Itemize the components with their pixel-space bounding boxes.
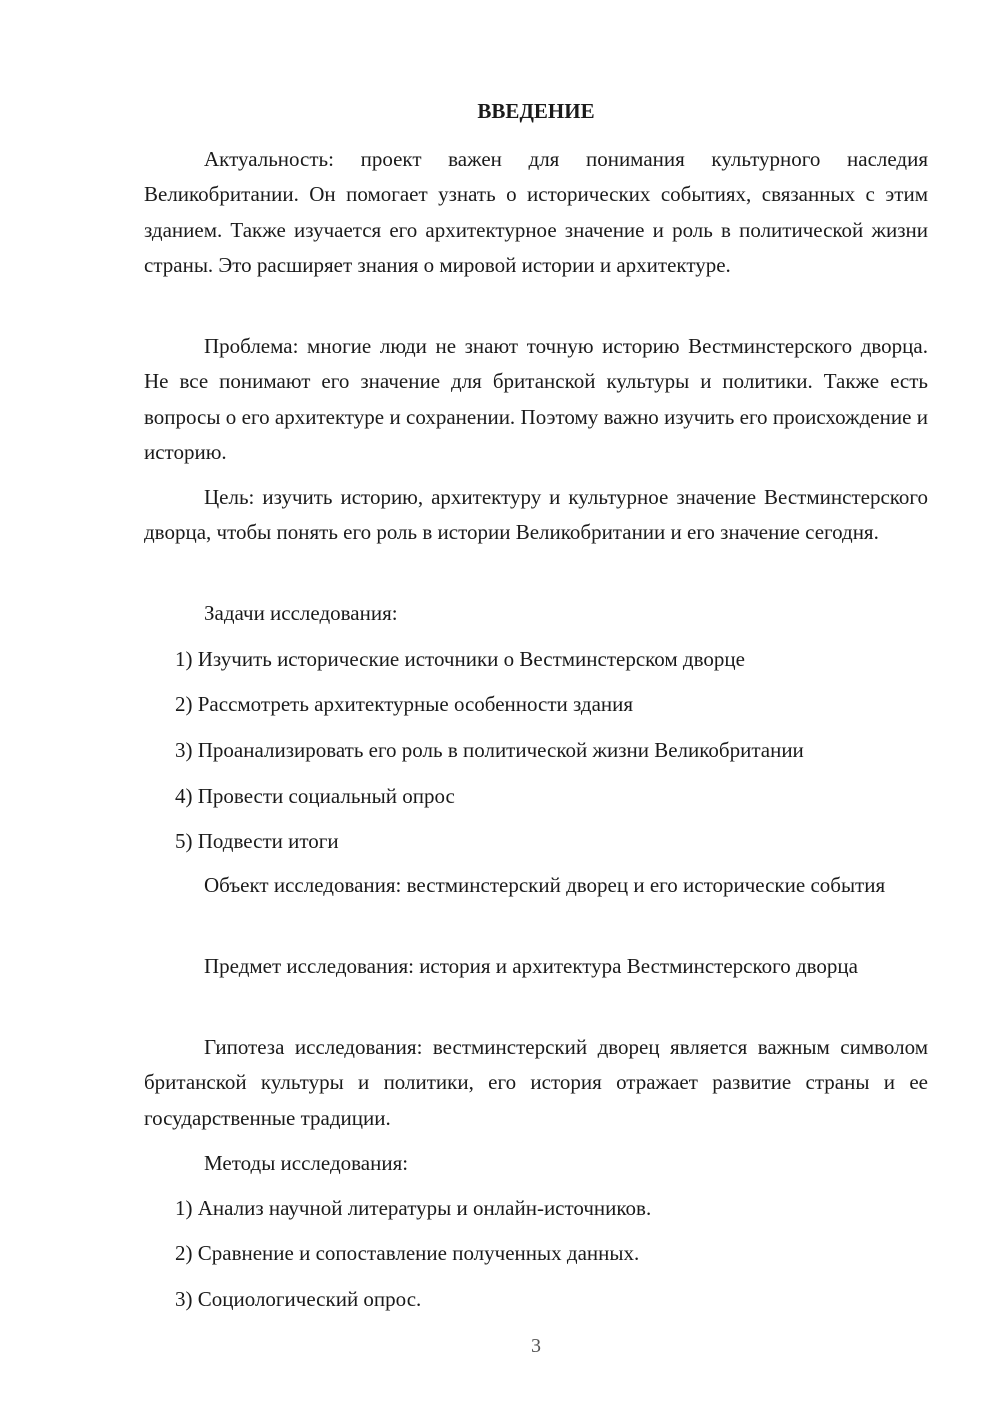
task-item: 2) Рассмотреть архитектурные особенности здания	[175, 692, 634, 716]
tasks-heading: Задачи исследования:	[204, 601, 398, 625]
subject-paragraph: Предмет исследования: история и архитектура Вестминстерского дворца	[204, 954, 858, 978]
goal-paragraph: Цель: изучить историю, архитектуру и культурное значение Вестминстерского дворца, чтобы понять его роль в истории Великобритании и его значение сегодня.	[144, 485, 928, 545]
method-item: 3) Социологический опрос.	[175, 1287, 422, 1311]
task-item: 3) Проанализировать его роль в политической жизни Великобритании	[175, 738, 804, 762]
task-item: 5) Подвести итоги	[175, 829, 339, 853]
methods-heading: Методы исследования:	[204, 1151, 409, 1175]
hypothesis-paragraph: Гипотеза исследования: вестминстерский дворец является важным символом британской культуры и политики, его история отражает развитие страны и ее государственные традиции.	[144, 1035, 928, 1130]
section-heading: ВВЕДЕНИЕ	[477, 99, 595, 123]
page-number: 3	[531, 1335, 541, 1357]
document-page	[144, 0, 928, 1414]
method-item: 1) Анализ научной литературы и онлайн-источников.	[175, 1196, 652, 1220]
task-item: 4) Провести социальный опрос	[175, 784, 455, 808]
problem-paragraph: Проблема: многие люди не знают точную историю Вестминстерского дворца. Не все понимают его значение для британской культуры и политики. Также есть вопросы о его архитектуре и сохранении. Поэтому важно изучить его происхождение и историю.	[144, 334, 928, 464]
relevance-paragraph: Актуальность: проект важен для понимания культурного наследия Великобритании. Он помогает узнать о исторических событиях, связанных с этим зданием. Также изучается его архитектурное значение и роль в политической жизни страны. Это расширяет знания о мировой истории и архитектуре.	[144, 147, 928, 277]
object-paragraph: Объект исследования: вестминстерский дворец и его исторические события	[204, 873, 886, 897]
task-item: 1) Изучить исторические источники о Вестминстерском дворце	[175, 647, 745, 671]
method-item: 2) Сравнение и сопоставление полученных данных.	[175, 1241, 640, 1265]
